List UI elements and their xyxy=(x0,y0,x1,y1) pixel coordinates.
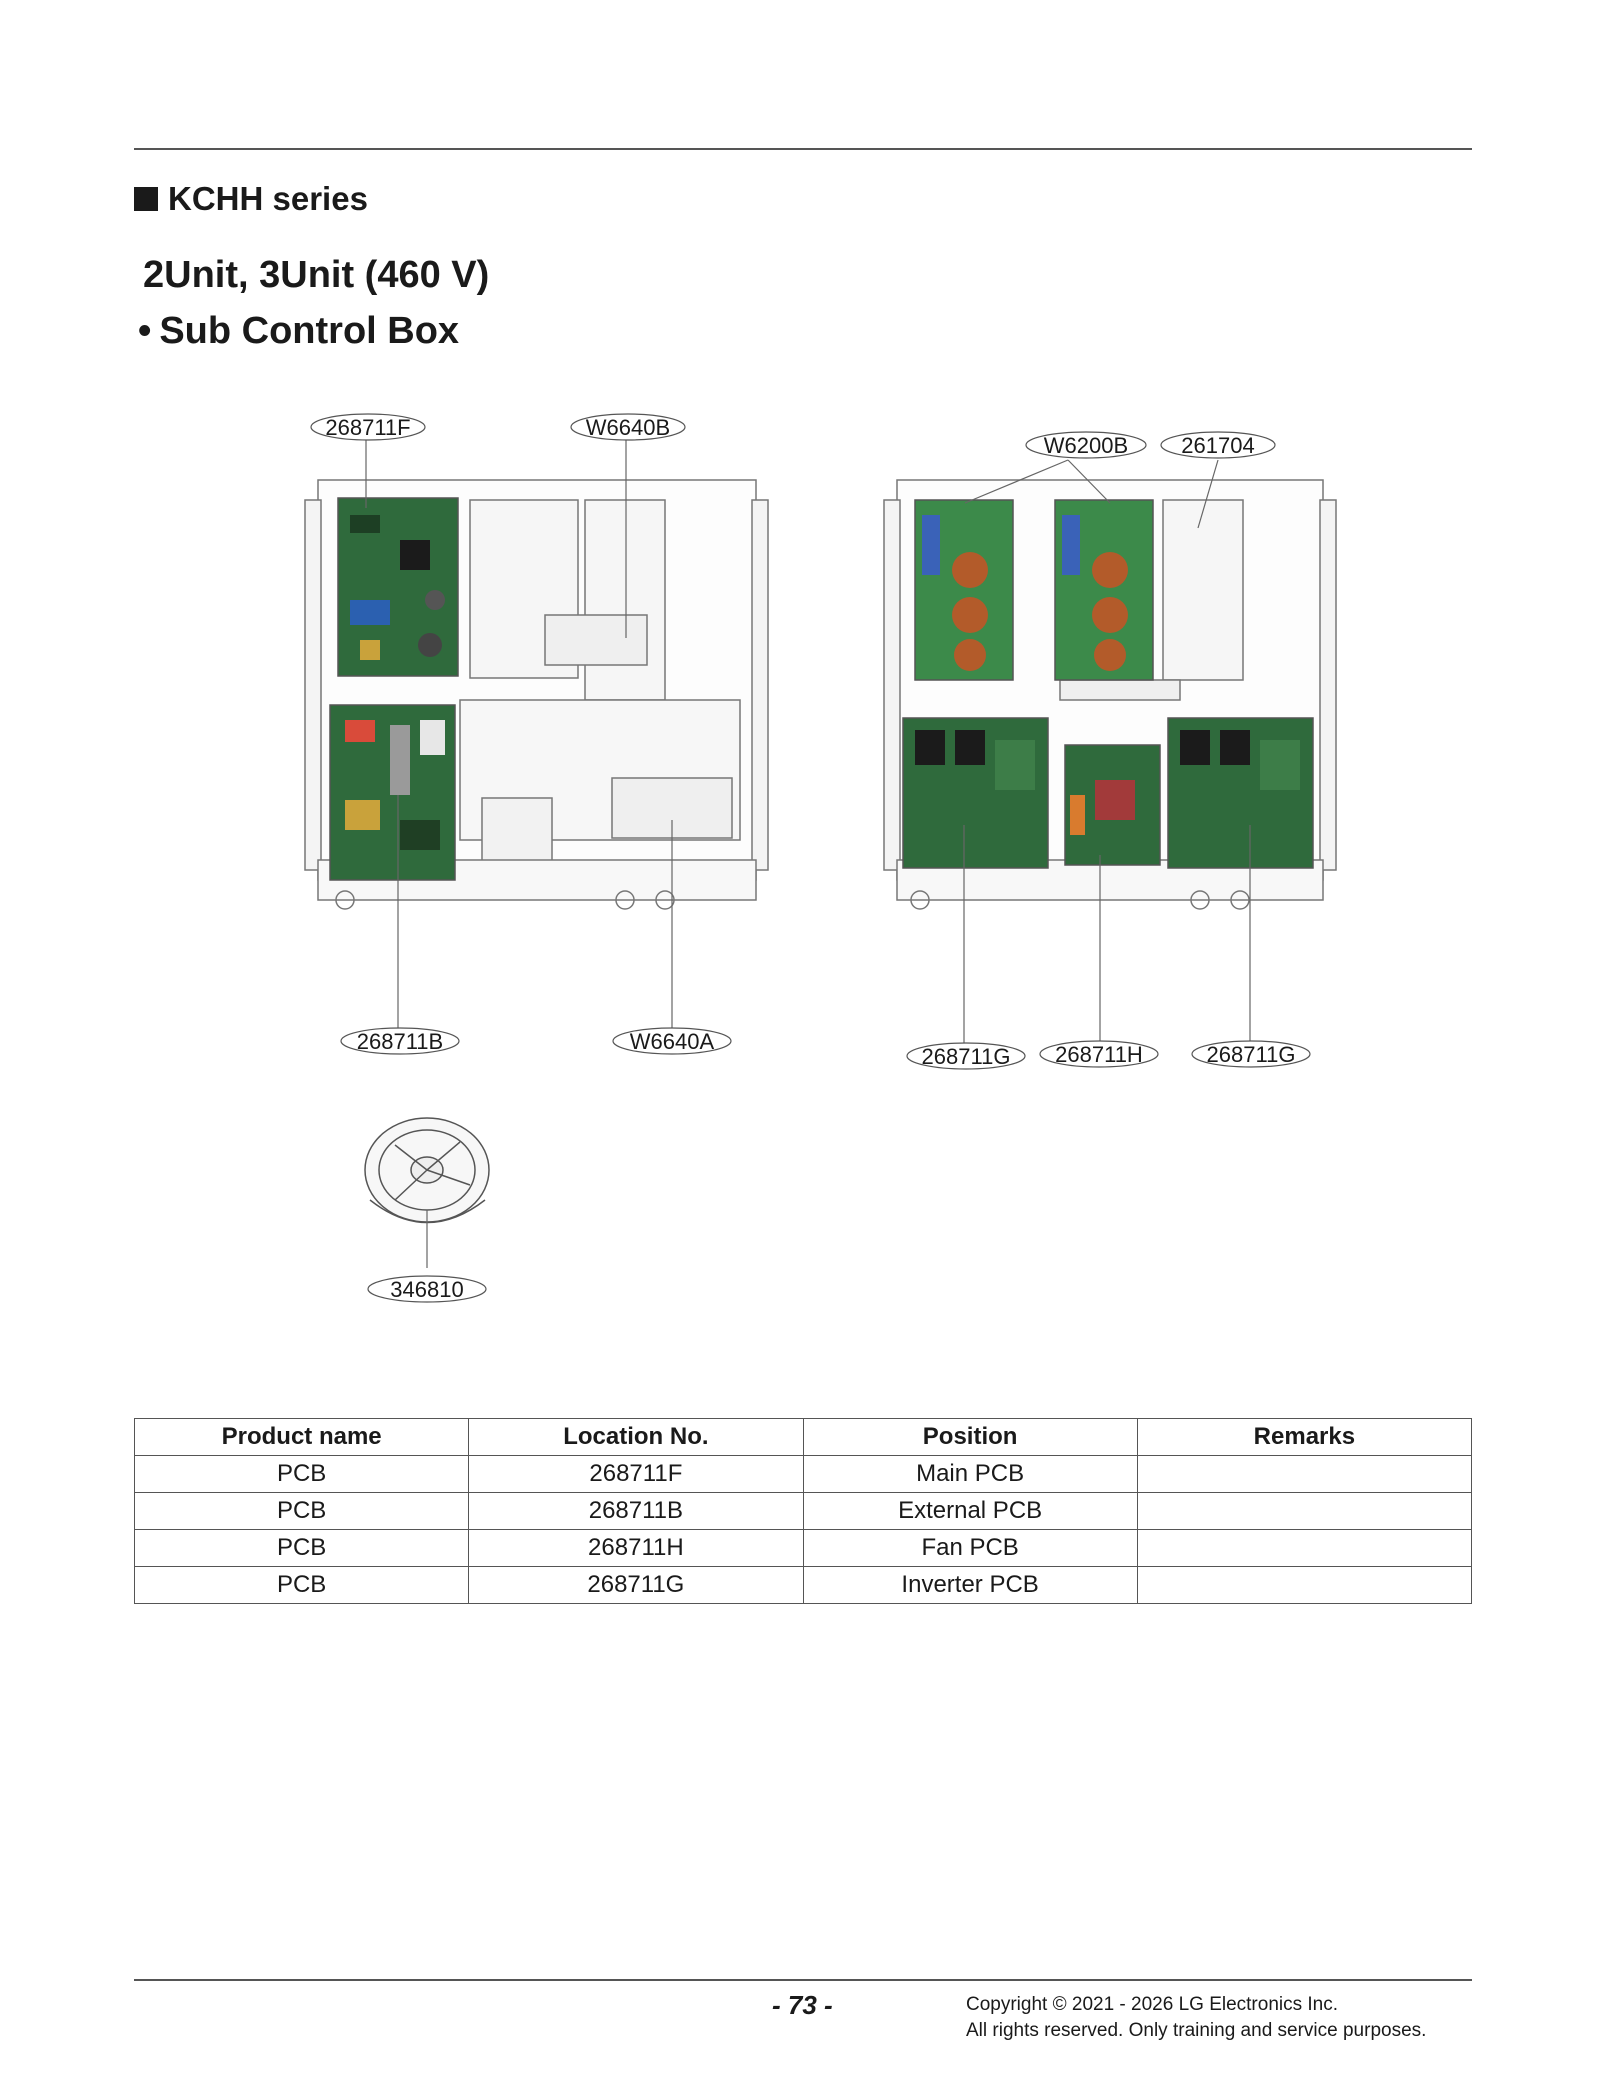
callout-261704 xyxy=(1161,432,1275,458)
table-row xyxy=(135,1530,1472,1567)
cell-position: Inverter PCB xyxy=(803,1567,1137,1604)
fan-illustration xyxy=(365,1118,489,1223)
header-location-no: Location No. xyxy=(469,1419,803,1456)
sub-control-box-heading xyxy=(138,310,459,353)
cell-product-name: PCB xyxy=(135,1456,469,1493)
callout-inverter-right-label: 268711G xyxy=(1206,1042,1296,1067)
section-title: KCHH series xyxy=(168,180,368,217)
cell-product-name: PCB xyxy=(135,1493,469,1530)
cell-remarks xyxy=(1137,1493,1471,1530)
rights-line: All rights reserved. Only training and service purposes. xyxy=(966,2020,1427,2041)
table-row xyxy=(135,1493,1472,1530)
callout-w6640a-label: W6640A xyxy=(629,1029,715,1054)
callout-w6640b-label: W6640B xyxy=(585,415,671,440)
fan-pcb xyxy=(1065,745,1160,865)
table-header-row xyxy=(135,1419,1472,1456)
cell-product-name: PCB xyxy=(135,1567,469,1604)
header-remarks: Remarks xyxy=(1137,1419,1471,1456)
inverter-pcb-right xyxy=(1168,718,1313,868)
sub-control-box-title: Sub Control Box xyxy=(159,310,460,352)
callout-fan-label: 346810 xyxy=(390,1277,464,1302)
cell-remarks xyxy=(1137,1530,1471,1567)
callout-w6640b xyxy=(571,414,685,440)
page-number: - 73 - xyxy=(772,1990,833,2020)
inverter-pcb-left xyxy=(903,718,1048,868)
parts-table xyxy=(134,1418,1472,1604)
cell-position: Fan PCB xyxy=(803,1530,1137,1567)
cell-location-no: 268711F xyxy=(469,1456,803,1493)
main-pcb-board xyxy=(338,498,458,676)
table-row xyxy=(135,1456,1472,1493)
cell-product-name: PCB xyxy=(135,1530,469,1567)
callout-external-pcb xyxy=(341,1028,459,1054)
table-row xyxy=(135,1567,1472,1604)
cell-position: External PCB xyxy=(803,1493,1137,1530)
callout-fan-pcb xyxy=(1040,1041,1158,1067)
callout-inverter-left xyxy=(907,1043,1025,1069)
header-product-name: Product name xyxy=(135,1419,469,1456)
bullet-icon: • xyxy=(138,310,152,352)
header-position: Position xyxy=(803,1419,1137,1456)
copyright-line: Copyright © 2021 - 2026 LG Electronics Inc. xyxy=(966,1994,1339,2015)
callout-main-pcb-label: 268711F xyxy=(325,415,411,440)
callout-fan-pcb-label: 268711H xyxy=(1055,1042,1143,1067)
cell-remarks xyxy=(1137,1456,1471,1493)
callout-main-pcb xyxy=(311,414,425,440)
exploded-parts-diagram xyxy=(0,400,1600,1330)
cell-position: Main PCB xyxy=(803,1456,1137,1493)
callout-external-pcb-label: 268711B xyxy=(356,1029,444,1054)
cell-location-no: 268711B xyxy=(469,1493,803,1530)
callout-inverter-right xyxy=(1192,1041,1310,1067)
cell-location-no: 268711H xyxy=(469,1530,803,1567)
callout-inverter-left-label: 268711G xyxy=(921,1044,1011,1069)
callout-fan xyxy=(368,1276,486,1302)
section-heading xyxy=(134,180,368,218)
bottom-rule xyxy=(134,1979,1472,1981)
cell-remarks xyxy=(1137,1567,1471,1604)
callout-261704-label: 261704 xyxy=(1181,433,1255,458)
cell-location-no: 268711G xyxy=(469,1567,803,1604)
callout-w6640a xyxy=(613,1028,731,1054)
square-bullet-icon xyxy=(134,187,158,211)
copyright-notice xyxy=(966,1992,1426,2044)
callout-w6200b-label: W6200B xyxy=(1043,433,1129,458)
callout-w6200b xyxy=(1026,432,1146,458)
top-rule xyxy=(134,148,1472,150)
external-pcb-board xyxy=(330,705,455,880)
unit-heading: 2Unit, 3Unit (460 V) xyxy=(143,254,490,296)
